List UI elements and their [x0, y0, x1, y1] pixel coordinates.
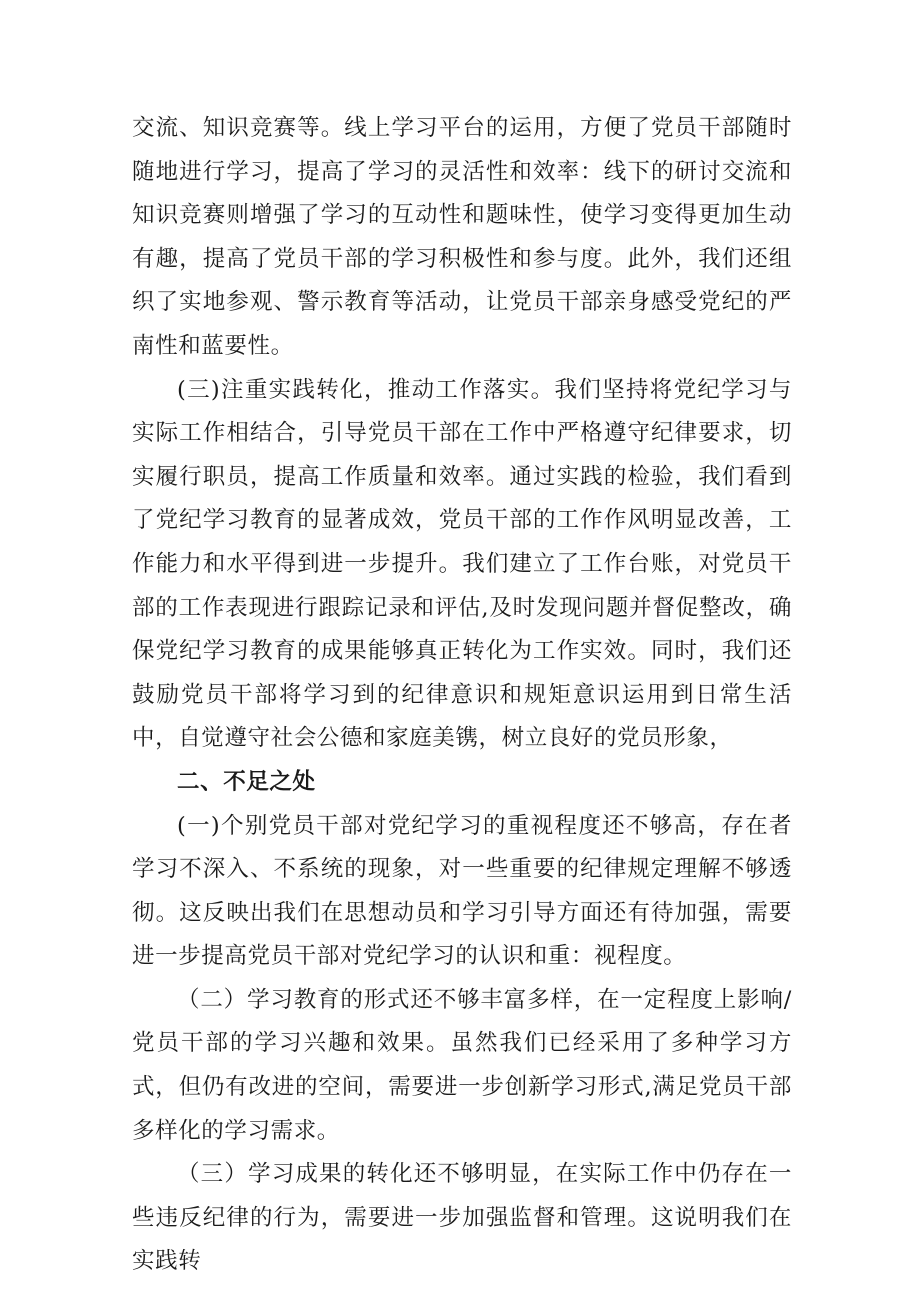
paragraph-continued: 交流、知识竞赛等。线上学习平台的运用，方便了党员干部随时随地进行学习，提高了学习的灵活性和效率：线下的研讨交流和知识竞赛则增强了学习的互动性和题味性，使学习变得更加生动有趣，提高了党员干部的学习积极性和参与度。此外，我们还组织了实地参观、警示教育等活动，让党员干部亲身感受党纪的严南性和蓝要性。	[132, 115, 792, 359]
paragraph-shortcoming-2: （二）学习教育的形式还不够丰富多样，在一定程度上影响/党员干部的学习兴趣和效果。虽然我们已经采用了多种学习方式，但仍有改进的空间，需要进一步创新学习形式,满足党员干部多样化的学习需求。	[132, 986, 792, 1144]
paragraph-practice-transformation: (三)注重实践转化，推动工作落实。我们坚持将党纪学习与实际工作相结合，引导党员干部在工作中严格遵守纪律要求，切实履行职员，提高工作质量和效率。通过实践的检验，我们看到了党纪学习教育的显著成效，党员干部的工作作风明显改善，工作能力和水平得到进一步提升。我们建立了工作台账，对党员干部的工作表现进行跟踪记录和评估,及时发现问题并督促整改，确保党纪学习教育的成果能够真正转化为工作实效。同时，我们还鼓励党员干部将学习到的纪律意识和规矩意识运用到日常生活中，自觉遵守社会公德和家庭美镌，树立良好的党员形象，	[132, 376, 792, 752]
document-body	[132, 107, 792, 1284]
paragraph-shortcoming-1: (一)个别党员干部对党纪学习的重视程度还不够高，存在者学习不深入、不系统的现象，对一些重要的纪律规定理解不够透彻。这反映出我们在思想动员和学习引导方面还有待加强，需要进一步提高党员干部对党纪学习的认识和重：视程度。	[132, 812, 792, 970]
paragraph-shortcoming-3: （三）学习成果的转化还不够明显，在实际工作中仍存在一些违反纪律的行为，需要进一步加强监督和管理。这说明我们在实践转	[132, 1161, 792, 1275]
section-heading-shortcomings: 二、不足之处	[177, 768, 316, 795]
